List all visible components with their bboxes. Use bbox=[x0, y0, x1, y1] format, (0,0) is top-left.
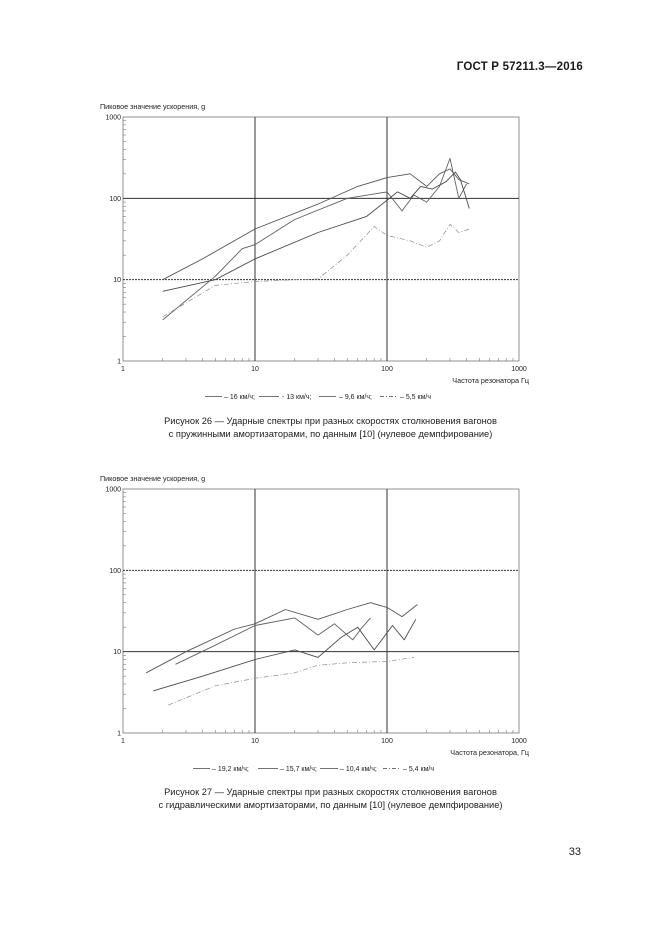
x-tick-label: 10 bbox=[251, 738, 259, 745]
y-tick-label: 100 bbox=[109, 195, 121, 203]
series-line-1 bbox=[163, 169, 470, 280]
figure-27-caption-line2: с гидравлическими амортизаторами, по данным [10] (нулевое демпфирование) bbox=[158, 799, 503, 810]
series-line-4 bbox=[168, 657, 414, 705]
y-tick-label: 10 bbox=[113, 277, 121, 285]
series-line-2 bbox=[176, 618, 371, 664]
legend-label-1: – 16 км/ч; bbox=[224, 394, 255, 401]
legend-label-3: – 9,6 км/ч; bbox=[339, 394, 372, 401]
figure-26-chart bbox=[0, 96, 661, 416]
chart-svg-26 bbox=[0, 96, 661, 416]
x-tick-label: 1 bbox=[121, 366, 125, 373]
page-number: 33 bbox=[568, 846, 581, 858]
y-tick-label: 100 bbox=[109, 567, 121, 575]
x-tick-label: 100 bbox=[381, 738, 393, 745]
y-axis-label: Пиковое значение ускорения, g bbox=[100, 474, 206, 483]
plot-frame bbox=[123, 489, 519, 733]
y-tick-label: 1000 bbox=[105, 486, 121, 494]
legend-label-4: – 5,5 км/ч bbox=[400, 394, 431, 401]
legend-label-2: – 15,7 км/ч; bbox=[280, 766, 317, 773]
figure-27-caption-line1: Рисунок 27 — Ударные спектры при разных скоростях столкновения вагонов bbox=[164, 787, 497, 797]
x-tick-label: 1000 bbox=[511, 738, 527, 745]
y-tick-label: 1000 bbox=[105, 114, 121, 122]
standard-header: ГОСТ Р 57211.3—2016 bbox=[456, 61, 583, 73]
x-axis-label: Частота резонатора Гц bbox=[452, 376, 529, 385]
figure-26-caption bbox=[0, 415, 661, 440]
plot-frame bbox=[123, 117, 519, 361]
x-tick-label: 1 bbox=[121, 738, 125, 745]
legend-label-2: - 13 км/ч; bbox=[282, 394, 312, 401]
legend-label-4: – 5,4 км/ч bbox=[403, 766, 434, 773]
figure-27-chart bbox=[0, 468, 661, 788]
figure-26-caption-line1: Рисунок 26 — Ударные спектры при разных скоростях столкновения вагонов bbox=[164, 416, 497, 426]
series-line-2 bbox=[163, 158, 467, 320]
series-line-3 bbox=[153, 619, 415, 691]
y-tick-label: 1 bbox=[117, 358, 121, 366]
y-tick-label: 10 bbox=[113, 649, 121, 657]
figure-26-caption-line2: с пружинными амортизаторами, по данным [10] (нулевое демпфирование) bbox=[168, 428, 493, 439]
legend-label-1: – 19,2 км/ч; bbox=[212, 766, 249, 773]
x-tick-label: 100 bbox=[381, 366, 393, 373]
figure-27-caption bbox=[0, 786, 661, 811]
legend-label-3: – 10,4 км/ч; bbox=[340, 766, 377, 773]
series-line-4 bbox=[163, 224, 470, 316]
y-axis-label: Пиковое значение ускорения, g bbox=[100, 102, 206, 111]
x-axis-label: Частота резонатора, Гц bbox=[450, 748, 529, 757]
series-line-3 bbox=[163, 172, 470, 291]
x-tick-label: 10 bbox=[251, 366, 259, 373]
y-tick-label: 1 bbox=[117, 730, 121, 738]
chart-svg-27 bbox=[0, 468, 661, 788]
x-tick-label: 1000 bbox=[511, 366, 527, 373]
series-line-1 bbox=[146, 603, 417, 673]
